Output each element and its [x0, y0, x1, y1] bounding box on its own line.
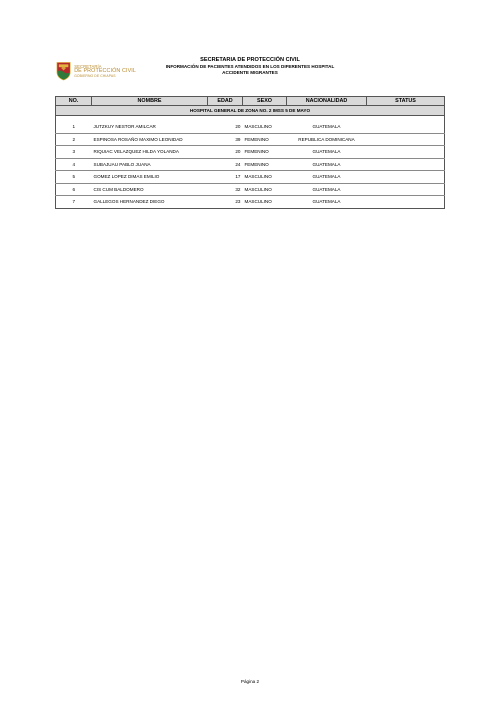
- state-seal-icon: [56, 61, 71, 81]
- cell-name: JUTZKUY NESTOR AMILCAR: [92, 121, 208, 133]
- patients-table: [55, 96, 445, 209]
- cell-status: [367, 196, 445, 209]
- cell-sex: MASCULINO: [243, 183, 287, 196]
- cell-status: [367, 121, 445, 133]
- cell-age: 39: [208, 133, 243, 146]
- logo-line-1: SECRETARÍA: [74, 63, 102, 69]
- cell-age: 20: [208, 121, 243, 133]
- cell-sex: MASCULINO: [243, 196, 287, 209]
- table-row: [56, 133, 445, 146]
- header-age: EDAD: [208, 97, 243, 106]
- cell-no: 4: [56, 158, 92, 171]
- table-row: [56, 171, 445, 184]
- header-sex: SEXO: [243, 97, 287, 106]
- document-subtitle-2: ACCIDENTE MIGRANTES: [222, 70, 278, 75]
- header-name: NOMBRE: [92, 97, 208, 106]
- cell-nationality: GUATEMALA: [287, 158, 367, 171]
- table-row: [56, 121, 445, 133]
- cell-age: 32: [208, 183, 243, 196]
- document-header: [120, 57, 380, 76]
- cell-nationality: GUATEMALA: [287, 146, 367, 159]
- cell-nationality: GUATEMALA: [287, 171, 367, 184]
- cell-age: 24: [208, 158, 243, 171]
- logo-line-2: DE PROTECCIÓN CIVIL: [74, 67, 136, 74]
- cell-nationality: GUATEMALA: [287, 121, 367, 133]
- cell-sex: FEMENINO: [243, 146, 287, 159]
- cell-status: [367, 158, 445, 171]
- cell-no: 6: [56, 183, 92, 196]
- cell-no: 2: [56, 133, 92, 146]
- cell-nationality: GUATEMALA: [287, 183, 367, 196]
- document-title: SECRETARIA DE PROTECCIÓN CIVIL: [200, 57, 300, 63]
- cell-no: 7: [56, 196, 92, 209]
- cell-age: 23: [208, 196, 243, 209]
- table-header-row: [56, 97, 445, 106]
- header-nationality: NACIONALIDAD: [287, 97, 367, 106]
- cell-sex: MASCULINO: [243, 121, 287, 133]
- cell-no: 5: [56, 171, 92, 184]
- hospital-section-row: [56, 106, 445, 116]
- table-row: [56, 196, 445, 209]
- logo-line-3: GOBIERNO DE CHIAPAS: [74, 73, 116, 78]
- cell-name: GOMEZ LOPEZ DIMAS EMILIO: [92, 171, 208, 184]
- cell-name: CIS CUM BALDOMERO: [92, 183, 208, 196]
- cell-sex: FEMENINO: [243, 133, 287, 146]
- cell-nationality: REPUBLICA DOMINICANA: [287, 133, 367, 146]
- cell-name: SUBAJUAU PABLO JUANA: [92, 158, 208, 171]
- table-row: [56, 146, 445, 159]
- cell-name: RIQUIAC VELAZQUEZ HILDA YOLANDA: [92, 146, 208, 159]
- cell-status: [367, 146, 445, 159]
- table-row: [56, 158, 445, 171]
- cell-sex: FEMENINO: [243, 158, 287, 171]
- cell-status: [367, 133, 445, 146]
- cell-age: 17: [208, 171, 243, 184]
- cell-no: 3: [56, 146, 92, 159]
- cell-status: [367, 183, 445, 196]
- cell-nationality: GUATEMALA: [287, 196, 367, 209]
- cell-name: GALLEGOS HERNANDEZ DIEGO: [92, 196, 208, 209]
- document-subtitle: INFORMACIÓN DE PACIENTES ATENDIDOS EN LOS DIFERENTES HOSPITAL: [165, 64, 335, 69]
- hospital-section-label: HOSPITAL GENERAL DE ZONA NO. 2 IMSS 5 DE MAYO: [56, 106, 445, 116]
- table-row: [56, 183, 445, 196]
- header-status: STATUS: [367, 97, 445, 106]
- cell-age: 20: [208, 146, 243, 159]
- page-number: Página 2: [240, 679, 260, 684]
- cell-no: 1: [56, 121, 92, 133]
- header-no: NO.: [56, 97, 92, 106]
- cell-status: [367, 171, 445, 184]
- cell-name: ESPINOSA ROSAÑO MAXIMO LEONIDAD: [92, 133, 208, 146]
- cell-sex: MASCULINO: [243, 171, 287, 184]
